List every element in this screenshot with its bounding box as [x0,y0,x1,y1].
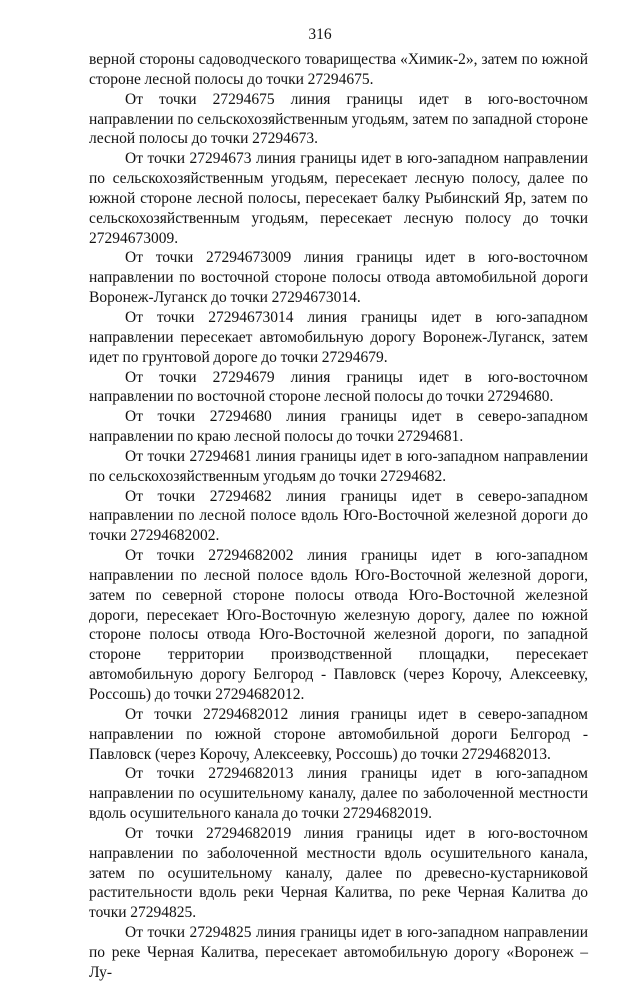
paragraph: От точки 27294682012 линия границы идет в северо-западном направлении по южной стороне автомобильной дороги Белгород - Павловск (через Корочу, Алексеевку, Россошь) до точки 27294682013. [89,705,588,763]
paragraph: От точки 27294673009 линия границы идет в юго-восточном направлении по восточной стороне полосы отвода автомобильной дороги Воронеж-Луганск до точки 27294673014. [89,249,588,307]
page-number: 316 [308,26,332,43]
paragraph: От точки 27294825 линия границы идет в юго-западном направлении по реке Черная Калитва, пересекает автомобильную дорогу «Воронеж – Лу- [89,924,588,981]
paragraph: От точки 27294682 линия границы идет в северо-западном направлении по лесной полосе вдоль Юго-Восточной железной дороги до точки 27294682002. [89,487,588,545]
paragraph: От точки 27294680 линия границы идет в северо-западном направлении по краю лесной полосы до точки 27294681. [89,408,588,446]
paragraph: От точки 27294675 линия границы идет в юго-восточном направлении по сельскохозяйственным угодьям, затем по западной стороне лесной полосы до точки 27294673. [89,90,588,148]
paragraph: От точки 27294682002 линия границы идет в юго-западном направлении по лесной полосе вдоль Юго-Восточной железной дороги, затем по северной стороне полосы отвода Юго-Восточной железной дороги, пересекает Юго-Восточную железную дорогу, далее по южной стороне полосы отвода Юго-Восточной железной дороги, по западной стороне территории производственной площадки, пересекает автомобильную дорогу Белгород - Павловск (через Корочу, Алексеевку, Россошь) до точки 27294682012. [89,547,588,703]
document-body [89,50,588,983]
paragraph: От точки 27294679 линия границы идет в юго-восточном направлении по восточной стороне лесной полосы до точки 27294680. [89,368,588,406]
paragraph: От точки 27294681 линия границы идет в юго-западном направлении по сельскохозяйственным угодьям до точки 27294682. [89,447,588,485]
paragraph: От точки 27294673 линия границы идет в юго-западном направлении по сельскохозяйственным угодьям, пересекает лесную полосу, далее по южной стороне лесной полосы, пересекает балку Рыбинский Яр, затем по сельскохозяйственным угодьям, пересекает лесную полосу до точки 27294673009. [89,150,588,247]
paragraph-continuation: верной стороны садоводческого товарищества «Химик-2», затем по южной стороне лесной полосы до точки 27294675. [89,51,588,88]
paragraph: От точки 27294682013 линия границы идет в юго-западном направлении по осушительному каналу, далее по заболоченной местности вдоль осушительного канала до точки 27294682019. [89,765,588,823]
paragraph: От точки 27294673014 линия границы идет в юго-западном направлении пересекает автомобильную дорогу Воронеж-Луганск, затем идет по грунтовой дороге до точки 27294679. [89,308,588,366]
paragraph: От точки 27294682019 линия границы идет в юго-восточном направлении по заболоченной местности вдоль осушительного канала, затем по осушительному каналу, далее по древесно-кустарниковой растительности вдоль реки Черная Калитва, по реке Черная Калитва до точки 27294825. [89,824,588,922]
